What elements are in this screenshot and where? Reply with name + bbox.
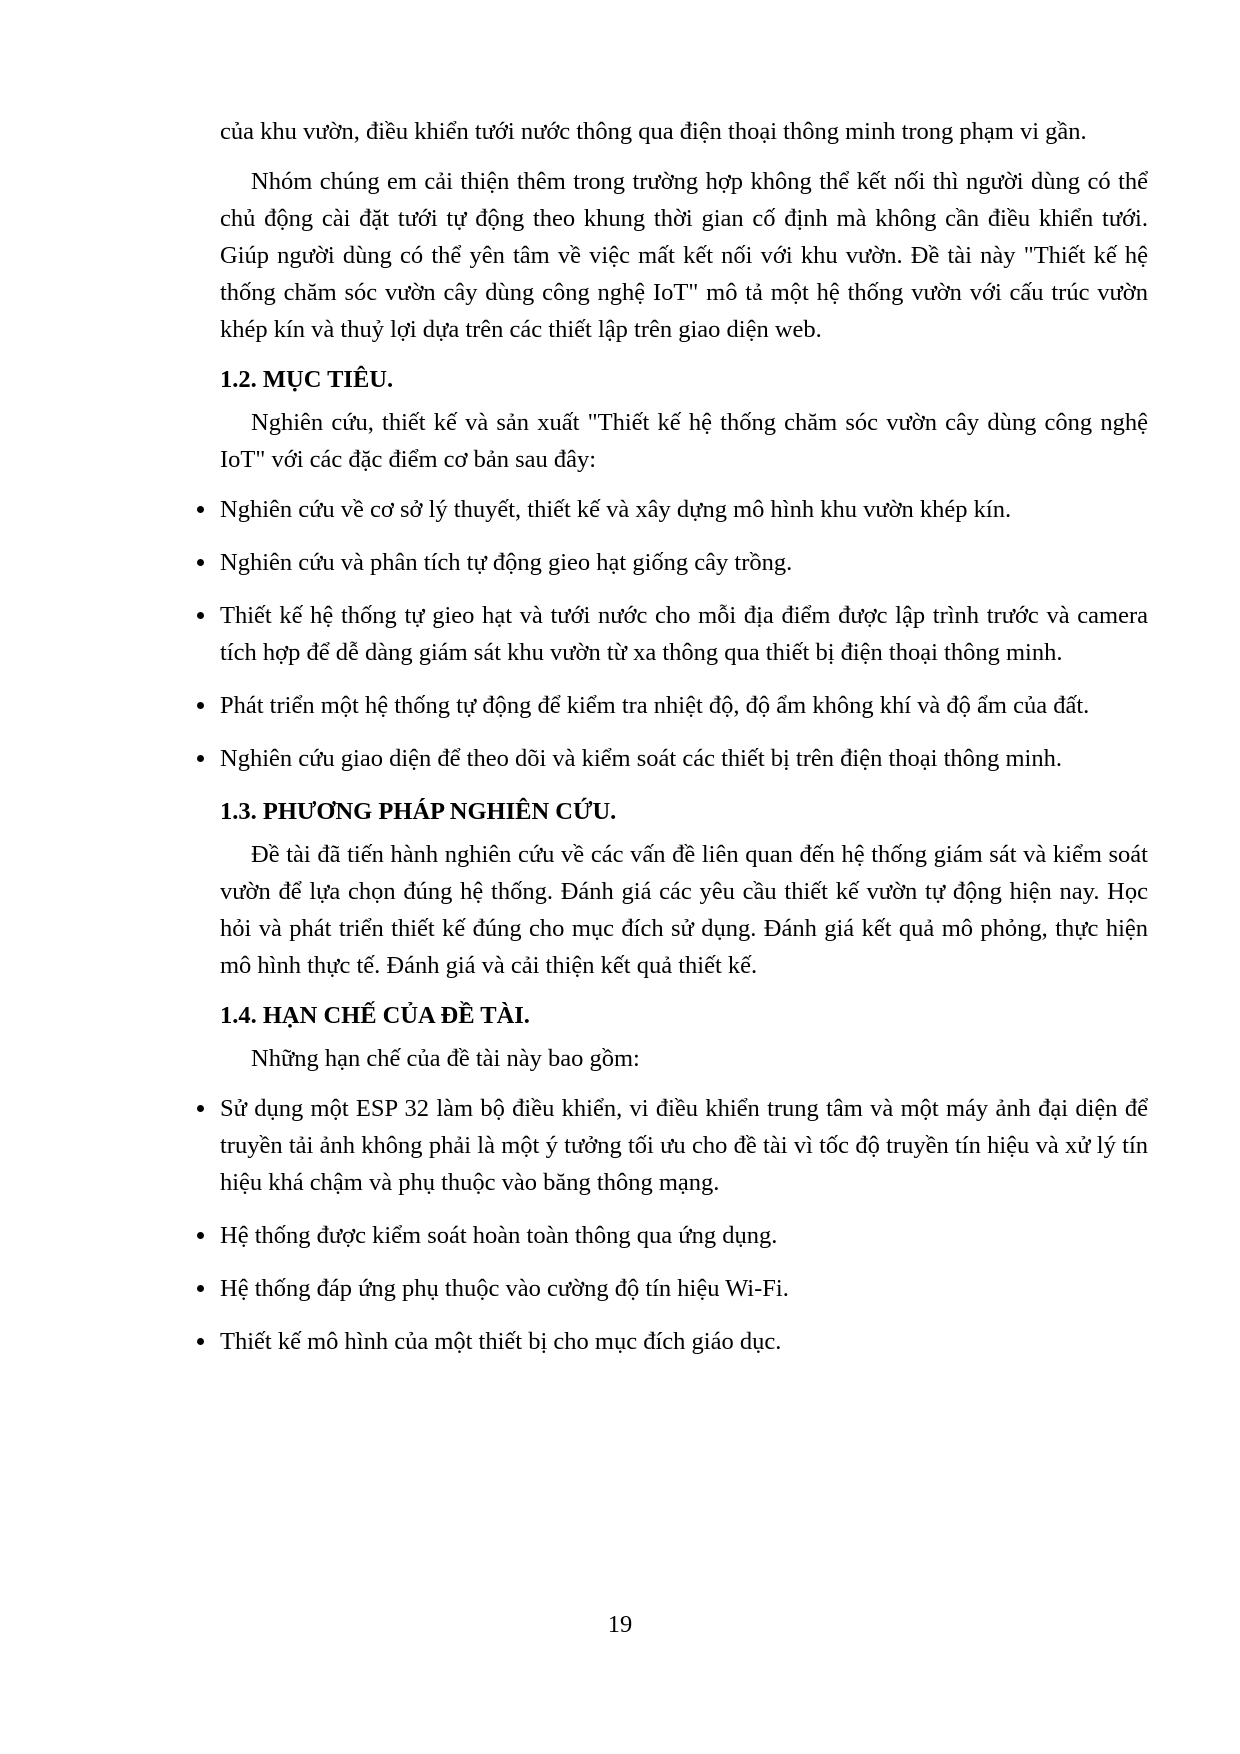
- list-item: [220, 597, 1148, 671]
- list-item-text: Thiết kế mô hình của một thiết bị cho mục đích giáo dục.: [220, 1328, 782, 1355]
- list-item: [220, 687, 1148, 724]
- list-item-text: Nghiên cứu và phân tích tự động gieo hạt giống cây trồng.: [220, 549, 793, 576]
- bullet-icon: [197, 755, 204, 762]
- limitations-list: [220, 1090, 1148, 1360]
- list-item: [220, 544, 1148, 581]
- limitations-intro: Những hạn chế của đề tài này bao gồm:: [251, 1045, 640, 1072]
- section-heading-objectives: 1.2. MỤC TIÊU.: [220, 366, 394, 393]
- intro-paragraph-continued: của khu vườn, điều khiển tưới nước thông qua điện thoại thông minh trong phạm vi gần.: [220, 118, 1087, 145]
- bullet-icon: [197, 1338, 204, 1345]
- page-number: 19: [607, 1611, 633, 1638]
- list-item-text: Nghiên cứu giao diện để theo dõi và kiểm soát các thiết bị trên điện thoại thông minh.: [220, 745, 1062, 772]
- bullet-icon: [197, 506, 204, 513]
- list-item-text: Phát triển một hệ thống tự động để kiểm tra nhiệt độ, độ ẩm không khí và độ ẩm của đất.: [220, 692, 1090, 719]
- bullet-icon: [197, 1105, 204, 1112]
- bullet-icon: [197, 702, 204, 709]
- intro-paragraph: Nhóm chúng em cải thiện thêm trong trường hợp không thể kết nối thì người dùng có thể chủ động cài đặt tưới tự động theo khung thời gian cố định mà không cần điều khiển tưới. Giúp người dùng có thể yên tâm về việc mất kết nối với khu vườn. Đề tài này "Thiết kế hệ thống chăm sóc vườn cây dùng công nghệ IoT" mô tả một hệ thống vườn với cấu trúc vườn khép kín và thuỷ lợi dựa trên các thiết lập trên giao diện web.: [220, 168, 1148, 343]
- list-item-text: Hệ thống đáp ứng phụ thuộc vào cường độ tín hiệu Wi-Fi.: [220, 1275, 789, 1302]
- list-item: [220, 1270, 1148, 1307]
- objectives-intro: Nghiên cứu, thiết kế và sản xuất "Thiết kế hệ thống chăm sóc vườn cây dùng công nghệ IoT" với các đặc điểm cơ bản sau đây:: [220, 409, 1148, 473]
- list-item-text: Thiết kế hệ thống tự gieo hạt và tưới nước cho mỗi địa điểm được lập trình trước và camera tích hợp để dễ dàng giám sát khu vườn từ xa thông qua thiết bị điện thoại thông minh.: [220, 602, 1148, 666]
- list-item: [220, 740, 1148, 777]
- list-item: [220, 1323, 1148, 1360]
- bullet-icon: [197, 1232, 204, 1239]
- list-item-text: Hệ thống được kiểm soát hoàn toàn thông qua ứng dụng.: [220, 1222, 778, 1249]
- list-item: [220, 1217, 1148, 1254]
- bullet-icon: [197, 1285, 204, 1292]
- methods-paragraph: Đề tài đã tiến hành nghiên cứu về các vấn đề liên quan đến hệ thống giám sát và kiểm soát vườn để lựa chọn đúng hệ thống. Đánh giá các yêu cầu thiết kế vườn tự động hiện nay. Học hỏi và phát triển thiết kế đúng cho mục đích sử dụng. Đánh giá kết quả mô phỏng, thực hiện mô hình thực tế. Đánh giá và cải thiện kết quả thiết kế.: [220, 841, 1148, 979]
- objectives-list: [220, 491, 1148, 777]
- list-item-text: Sử dụng một ESP 32 làm bộ điều khiển, vi điều khiển trung tâm và một máy ảnh đại diện để truyền tải ảnh không phải là một ý tưởng tối ưu cho đề tài vì tốc độ truyền tín hiệu và xử lý tín hiệu khá chậm và phụ thuộc vào băng thông mạng.: [220, 1095, 1148, 1196]
- section-heading-methods: 1.3. PHƯƠNG PHÁP NGHIÊN CỨU.: [220, 798, 617, 825]
- bullet-icon: [197, 612, 204, 619]
- section-heading-limitations: 1.4. HẠN CHẾ CỦA ĐỀ TÀI.: [220, 1002, 530, 1029]
- list-item: [220, 1090, 1148, 1201]
- list-item: [220, 491, 1148, 528]
- page-content: [220, 113, 1148, 1376]
- list-item-text: Nghiên cứu về cơ sở lý thuyết, thiết kế và xây dựng mô hình khu vườn khép kín.: [220, 496, 1012, 523]
- bullet-icon: [197, 559, 204, 566]
